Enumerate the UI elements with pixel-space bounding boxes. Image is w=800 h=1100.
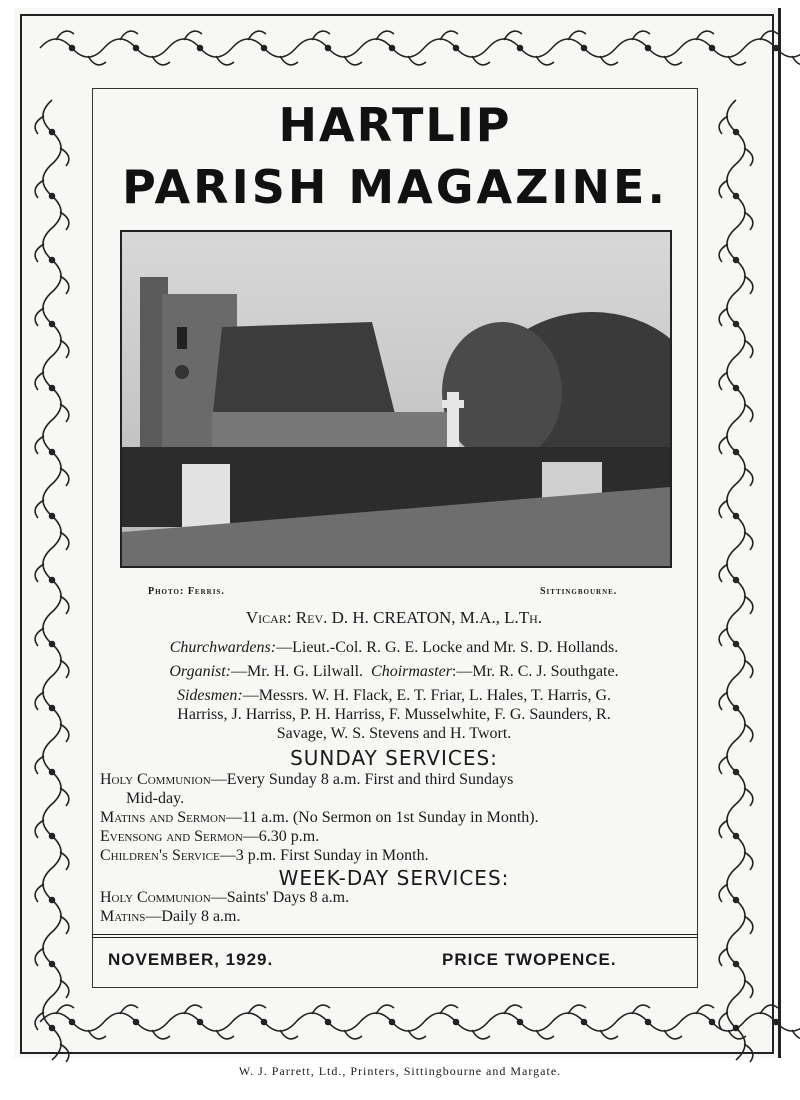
footer-rule (92, 934, 698, 938)
church-photo (120, 230, 672, 568)
churchwardens-names: —Lieut.-Col. R. G. E. Locke and Mr. S. D. Hollands. (276, 639, 619, 656)
service-holy-communion: Holy Communion—Every Sunday 8 a.m. First and third Sundays (100, 771, 514, 788)
weekday-services-heading: WEEK-DAY SERVICES: (278, 866, 510, 890)
issue-price: PRICE TWOPENCE. (442, 950, 617, 969)
service-holy-communion-cont: Mid-day. (126, 790, 185, 807)
sidesmen-label: Sidesmen: (176, 687, 243, 704)
weekday-services-list (100, 888, 688, 926)
printer-imprint: W. J. Parrett, Ltd., Printers, Sittingbourne and Margate. (238, 1064, 562, 1078)
issue-date: NOVEMBER, 1929. (108, 950, 274, 969)
sunday-services-heading: SUNDAY SERVICES: (290, 746, 498, 770)
churchwardens-line (100, 638, 688, 657)
weekday-matins: Matins—Daily 8 a.m. (100, 908, 241, 925)
vicar-name: Rev. D. H. CREATON, M.A., L.Th. (295, 608, 543, 627)
organist-line (100, 662, 688, 681)
sidesmen-block (100, 686, 688, 743)
masthead-line-2: PARISH MAGAZINE. (122, 160, 668, 214)
masthead-line-1: HARTLIP (278, 98, 512, 152)
choirmaster-label: Choirmaster (371, 663, 452, 680)
photo-credit: Photo: Ferris. (148, 586, 225, 597)
weekday-holy-communion: Holy Communion—Saints' Days 8 a.m. (100, 889, 350, 906)
sidesmen-line-2: Harriss, J. Harriss, P. H. Harriss, F. Musselwhite, F. G. Saunders, R. (177, 706, 611, 723)
service-evensong-sermon: Evensong and Sermon—6.30 p.m. (100, 828, 320, 845)
sidesmen-line-1: —Messrs. W. H. Flack, E. T. Friar, L. Hales, T. Harris, G. (242, 687, 612, 704)
vicar-line (100, 608, 688, 627)
organist-name: —Mr. H. G. Lilwall. (231, 663, 364, 680)
photo-location: Sittingbourne. (540, 586, 618, 597)
service-childrens: Children's Service—3 p.m. First Sunday in Month. (100, 847, 429, 864)
choirmaster-name: :—Mr. R. C. J. Southgate. (451, 663, 619, 680)
service-matins-sermon: Matins and Sermon—11 a.m. (No Sermon on 1st Sunday in Month). (100, 809, 539, 826)
vicar-label: Vicar: (245, 608, 292, 627)
sidesmen-line-3: Savage, W. S. Stevens and H. Twort. (276, 725, 512, 742)
churchwardens-label: Churchwardens: (169, 639, 277, 656)
sunday-services-list (100, 770, 688, 865)
organist-label: Organist: (169, 663, 232, 680)
